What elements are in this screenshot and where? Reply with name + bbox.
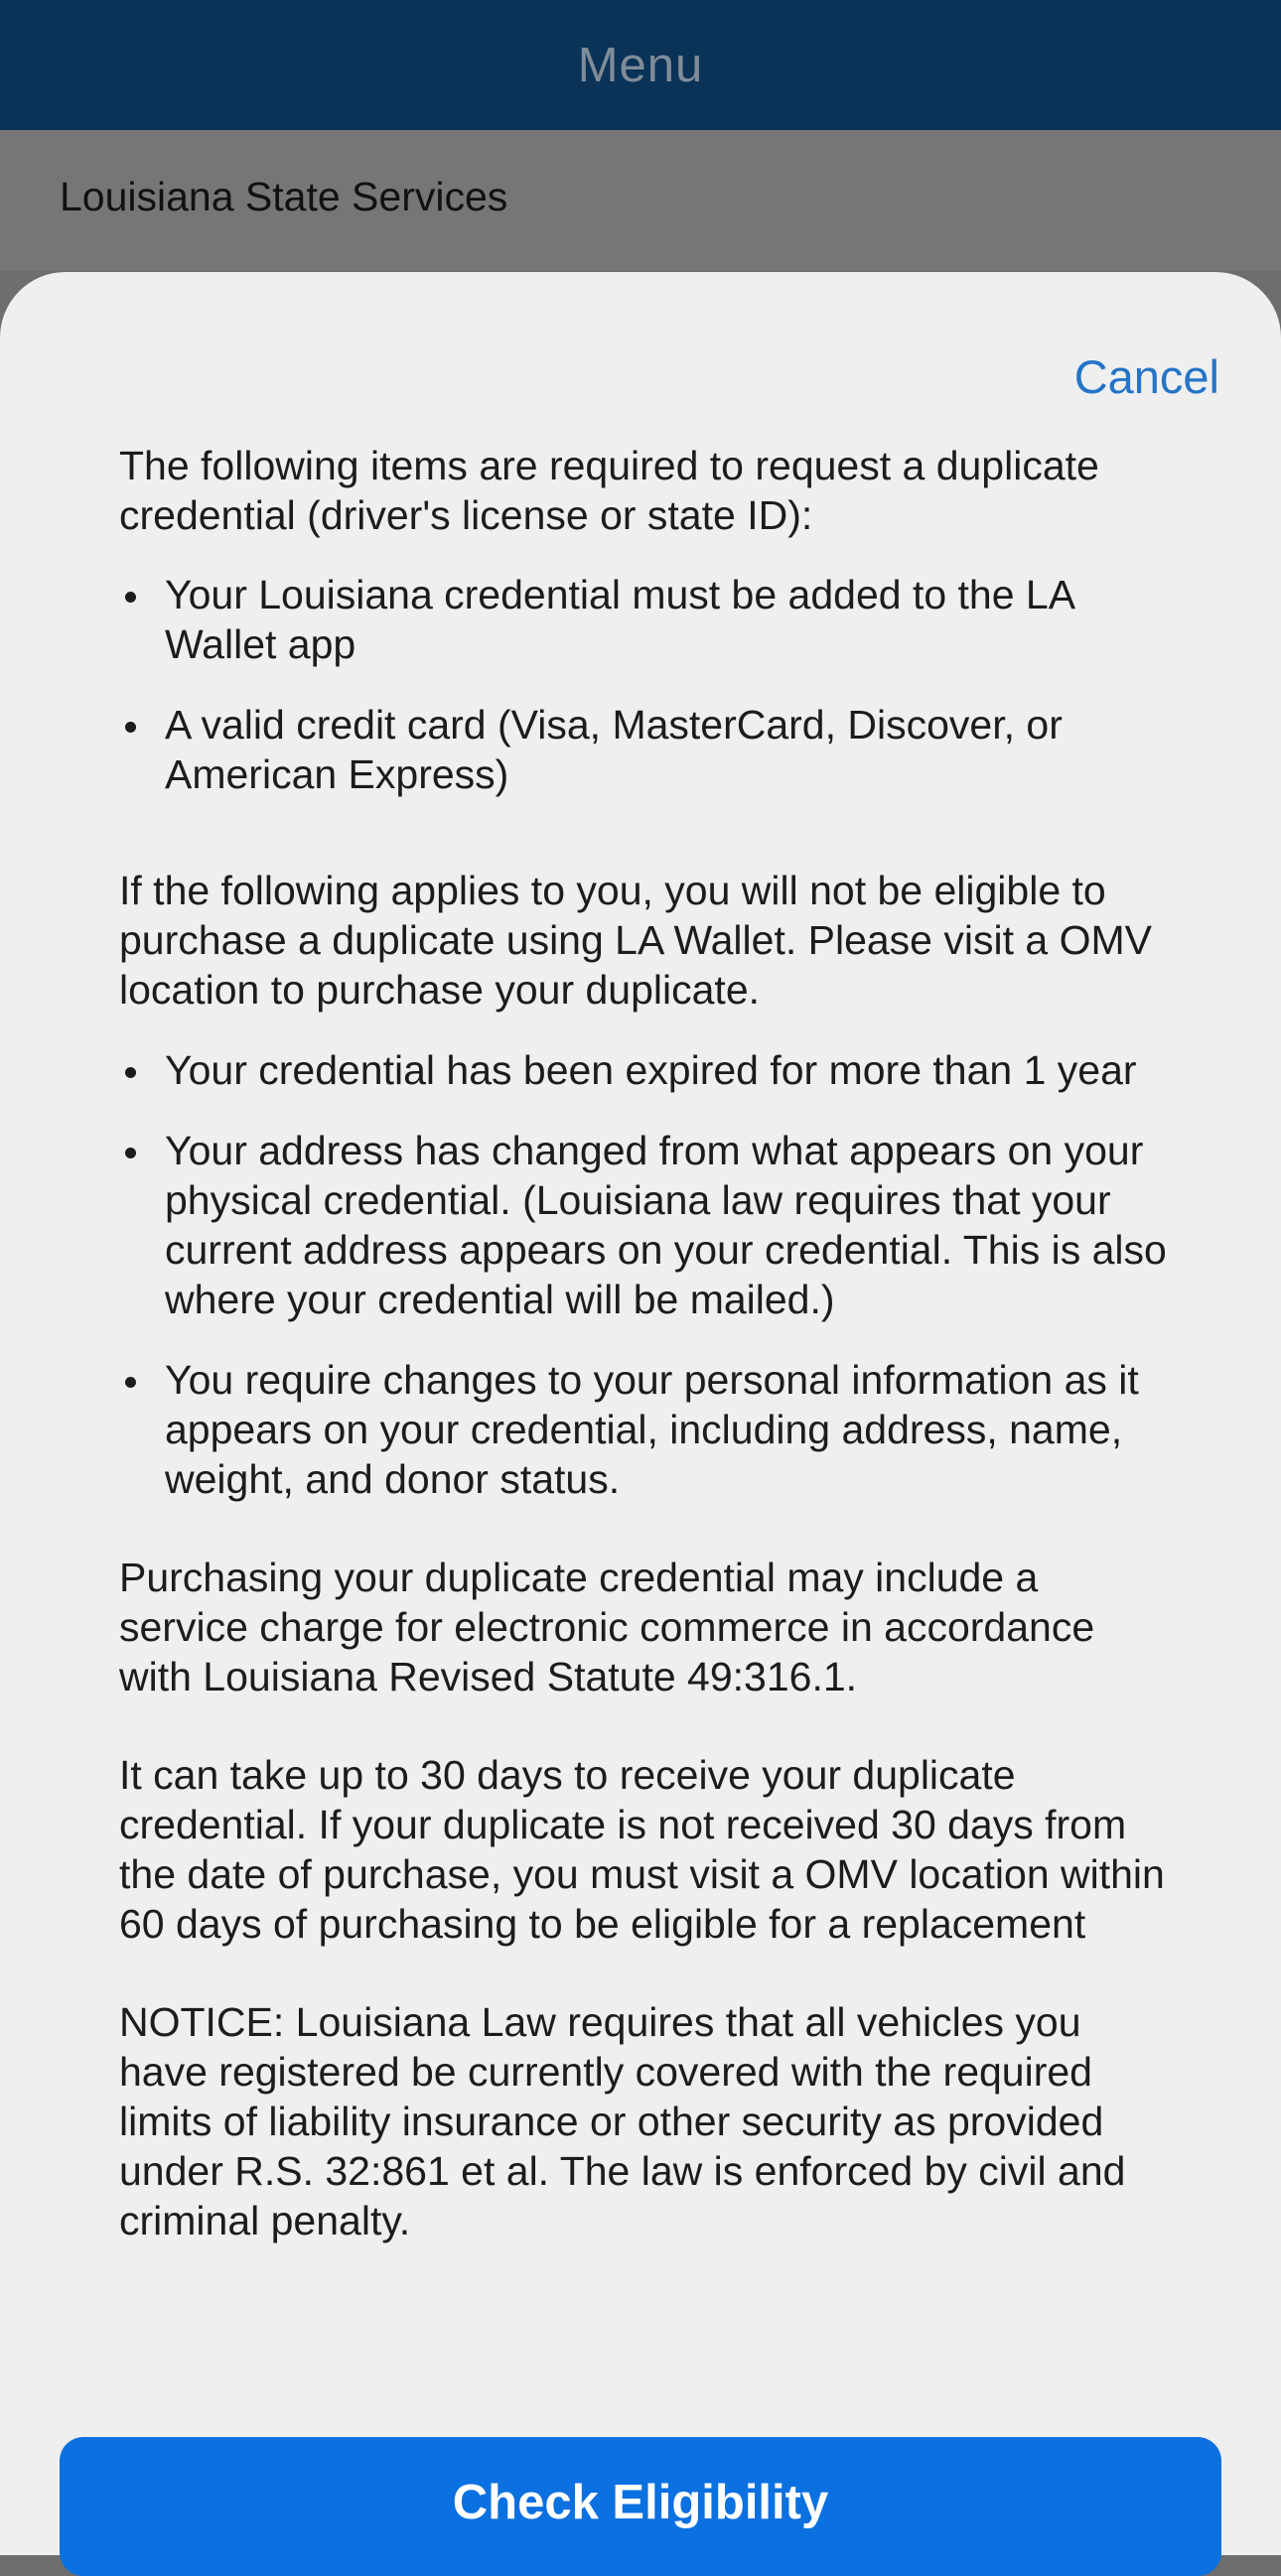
requirements-list — [119, 570, 1172, 799]
ineligible-intro-text: If the following applies to you, you will not be eligible to purchase a duplicate using LA Wallet. Please visit a OMV location to purchase your duplicate. — [119, 868, 1152, 1013]
check-eligibility-label: Check Eligibility — [452, 2476, 829, 2529]
notice-text: NOTICE: Louisiana Law requires that all vehicles you have registered be currently covered with the required limits of liability insurance or other security as provided under R.S. 32:861 et al. The law is enforced by civil and criminal penalty. — [119, 1999, 1126, 2243]
duplicate-credential-sheet — [0, 272, 1281, 2555]
delivery-text: It can take up to 30 days to receive your duplicate credential. If your duplicate is not received 30 days from the date of purchase, you must visit a OMV location within 60 days of purchasing to be eligible for a replacement — [119, 1752, 1165, 1947]
section-label: Louisiana State Services — [60, 174, 508, 219]
ineligible-item: Your credential has been expired for more than 1 year — [119, 1045, 1172, 1095]
sheet-content — [119, 441, 1172, 2245]
section-row-louisiana-state-services — [0, 130, 1281, 271]
top-nav-bar — [0, 0, 1281, 130]
requirement-item: Your Louisiana credential must be added to the LA Wallet app — [119, 570, 1172, 669]
service-charge-text: Purchasing your duplicate credential may include a service charge for electronic commerce in accordance with Louisiana Revised Statute 49:316.1. — [119, 1555, 1095, 1699]
check-eligibility-button[interactable] — [60, 2437, 1221, 2576]
ineligible-item: You require changes to your personal information as it appears on your credential, including address, name, weight, and donor status. — [119, 1355, 1172, 1504]
requirement-item: A valid credit card (Visa, MasterCard, Discover, or American Express) — [119, 700, 1172, 799]
ineligible-list — [119, 1045, 1172, 1504]
ineligible-item: Your address has changed from what appears on your physical credential. (Louisiana law requires that your current address appears on your credential. This is also where your credential will be mailed.) — [119, 1126, 1172, 1324]
cancel-button[interactable]: Cancel — [1073, 350, 1219, 403]
intro-text: The following items are required to request a duplicate credential (driver's license or state ID): — [119, 443, 1099, 538]
nav-title: Menu — [577, 38, 704, 92]
